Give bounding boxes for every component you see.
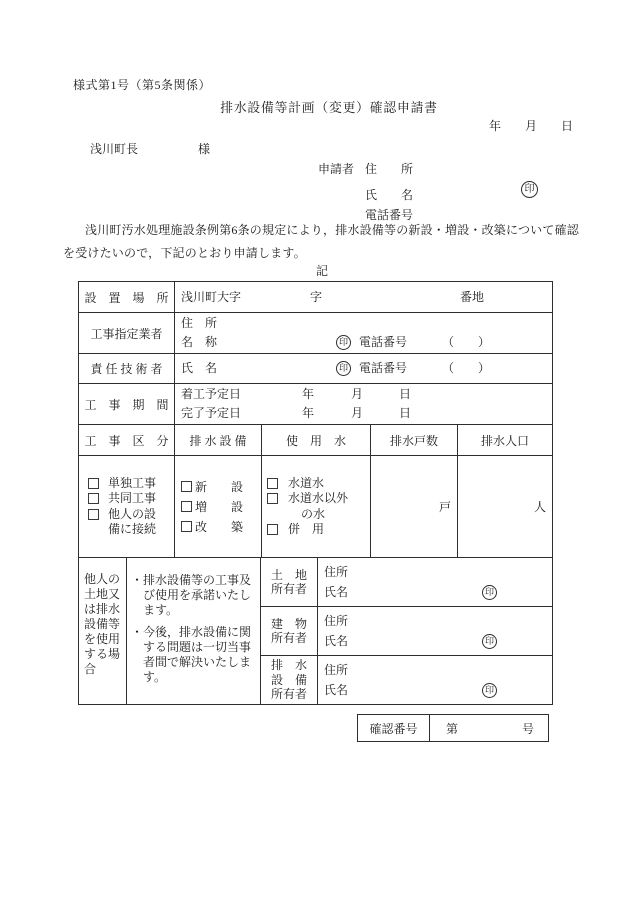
drainage-owner-fields: [318, 656, 552, 704]
location-town: 浅川町大字: [181, 289, 242, 304]
location-content: [175, 282, 552, 312]
option-label: 併 用: [288, 522, 325, 536]
owner-label-line: 排 水: [271, 658, 308, 673]
year-label: 年: [302, 387, 315, 401]
seal-icon: 印: [521, 181, 538, 198]
bullet-line: す。: [143, 670, 167, 684]
checkbox-heiyo: [267, 524, 278, 535]
application-table: [78, 281, 553, 705]
location-aza-label: 字: [310, 289, 323, 304]
engineer-label: 責 任 技 術 者: [79, 354, 175, 383]
header-drainage: 排 水 設 備: [175, 425, 262, 455]
seal-icon: 印: [336, 335, 351, 350]
owner-name-label: 氏名: [324, 585, 349, 599]
side-label-line: する場: [84, 647, 121, 661]
engineer-content: [175, 354, 552, 383]
header-work-class: 工 事 区 分: [79, 425, 175, 455]
owner-row-building: [261, 607, 552, 656]
owner-name-label: 氏名: [324, 683, 349, 697]
month-label: 月: [351, 406, 364, 420]
addressee-honorific: 様: [198, 142, 211, 156]
table-row-period: [79, 384, 552, 425]
side-label-line: は排水: [84, 602, 121, 616]
checkbox-zosetsu: [181, 501, 192, 512]
header-population: 排水人口: [480, 433, 529, 448]
option-label: 増 設: [195, 499, 244, 514]
contractor-name-label: 名 称: [181, 335, 218, 349]
checkbox-suidosui-igai: [267, 493, 278, 504]
body-line: 浅川町汚水処理施設条例第6条の規定により，排水設備等の新設・増設・改築について確認: [85, 223, 579, 237]
bullet-line: 者間で解決いたしま: [143, 655, 252, 669]
period-start-label: 着工予定日: [181, 387, 242, 401]
owner-label-line: 所有者: [271, 631, 308, 645]
table-row-location: [79, 282, 552, 313]
consent-side-label: [79, 558, 127, 704]
contractor-address-label: 住 所: [181, 316, 218, 330]
page-title: 排水設備等計画（変更）確認申請書: [220, 101, 438, 115]
table-row-contractor: [79, 313, 552, 354]
confirm-number-box: [357, 714, 549, 742]
side-label-line: を使用: [84, 632, 121, 646]
side-label-line: 設備等: [84, 617, 121, 631]
water-options: [262, 456, 371, 557]
contractor-phone-paren: （ ）: [442, 335, 491, 349]
seal-icon: 印: [482, 585, 497, 600]
body-line: を受けたいので，下記のとおり申請します。: [63, 246, 306, 260]
bullet-line: する問題は一切当事: [143, 640, 252, 654]
applicant-address-label: 住 所: [365, 162, 414, 176]
building-owner-fields: [318, 607, 552, 655]
option-label: 他人の設: [108, 506, 157, 521]
checkbox-suidosui: [267, 478, 278, 489]
option-label: 水道水以外: [288, 491, 349, 505]
owner-label-line: 建 物: [271, 616, 308, 631]
engineer-phone-paren: （ ）: [442, 361, 491, 375]
bullet-line: ・排水設備等の工事及: [131, 573, 252, 587]
land-owner-fields: [318, 558, 552, 606]
owners-column: [261, 558, 552, 704]
period-end-label: 完了予定日: [181, 406, 242, 420]
confirm-number-value: [430, 715, 548, 741]
location-label: 設 置 場 所: [79, 282, 175, 312]
location-banchi-label: 番地: [460, 289, 485, 304]
year-label: 年: [302, 406, 315, 420]
day-label: 日: [399, 387, 412, 401]
drainage-owner-label: [261, 656, 318, 704]
owner-label-line: 設 備: [271, 672, 308, 687]
header-water: 使 用 水: [262, 425, 371, 455]
consent-statements: [127, 558, 261, 704]
engineer-name-label: 氏 名: [181, 361, 218, 375]
owner-address-label: 住所: [324, 565, 349, 579]
number-suffix: 号: [521, 721, 534, 736]
drainage-options: [175, 456, 262, 557]
side-label-line: 合: [84, 662, 97, 676]
bullet-line: び使用を承諾いたし: [143, 588, 252, 602]
option-label: 改 築: [195, 519, 244, 534]
owner-row-drainage: [261, 656, 552, 704]
option-label: 共同工事: [108, 491, 157, 505]
households-unit: 戸: [438, 500, 451, 514]
owner-address-label: 住所: [324, 663, 349, 677]
period-content: [175, 384, 552, 424]
option-label: 新 設: [195, 479, 244, 494]
applicant-label: 申請者: [318, 162, 355, 176]
consent-bullet-2: [131, 625, 260, 685]
number-prefix: 第: [446, 721, 459, 736]
owner-address-label: 住所: [324, 614, 349, 628]
contractor-content: [175, 313, 552, 353]
checkbox-tanin: [88, 509, 99, 520]
seal-icon: 印: [482, 634, 497, 649]
owner-label-line: 土 地: [271, 567, 308, 582]
table-row-headers: [79, 425, 552, 456]
side-label-line: 土地又: [84, 587, 121, 601]
owner-name-label: 氏名: [324, 634, 349, 648]
addressee-line: [90, 140, 210, 157]
building-owner-label: [261, 607, 318, 655]
date-line: 年 月 日: [489, 119, 574, 133]
option-label-cont: の水: [301, 506, 326, 521]
checkbox-shinsetsu: [181, 481, 192, 492]
checkbox-kaichiku: [181, 521, 192, 532]
population-cell: [458, 456, 552, 557]
option-label-cont: 備に接続: [108, 522, 157, 536]
bullet-line: ます。: [143, 603, 179, 617]
option-label: 単独工事: [108, 475, 157, 490]
households-cell: [371, 456, 458, 557]
checkbox-kyodo: [88, 493, 99, 504]
record-mark: 記: [316, 264, 329, 278]
body-paragraph: [63, 219, 583, 265]
day-label: 日: [399, 406, 412, 420]
table-row-engineer: [79, 354, 552, 384]
seal-icon: 印: [336, 361, 351, 376]
addressee-name: 浅川町長: [90, 142, 139, 156]
month-label: 月: [351, 387, 364, 401]
owner-row-land: [261, 558, 552, 607]
contractor-label: 工事指定業者: [79, 313, 175, 353]
population-unit: 人: [533, 500, 546, 514]
checkbox-tandoku: [88, 478, 99, 489]
confirm-number-label: 確認番号: [358, 715, 430, 741]
work-class-options: [79, 456, 175, 557]
option-label: 水道水: [288, 475, 325, 490]
applicant-name-label: 氏 名: [365, 188, 414, 202]
table-row-consent: [79, 558, 552, 704]
owner-label-line: 所有者: [271, 582, 308, 596]
side-label-line: 他人の: [84, 572, 121, 586]
header-households: 排水戸数: [371, 425, 458, 455]
bullet-line: ・今後，排水設備に関: [131, 625, 252, 639]
consent-bullet-1: [131, 573, 260, 618]
owner-label-line: 所有者: [271, 687, 308, 702]
period-label: 工 事 期 間: [79, 384, 175, 424]
seal-icon: 印: [482, 683, 497, 698]
applicant-phone-label: 電話番号: [365, 208, 414, 222]
table-row-options: [79, 456, 552, 558]
form-number: 様式第1号（第5条関係）: [73, 78, 212, 92]
engineer-phone-label: 電話番号: [359, 361, 408, 375]
contractor-phone-label: 電話番号: [359, 335, 408, 349]
land-owner-label: [261, 558, 318, 606]
